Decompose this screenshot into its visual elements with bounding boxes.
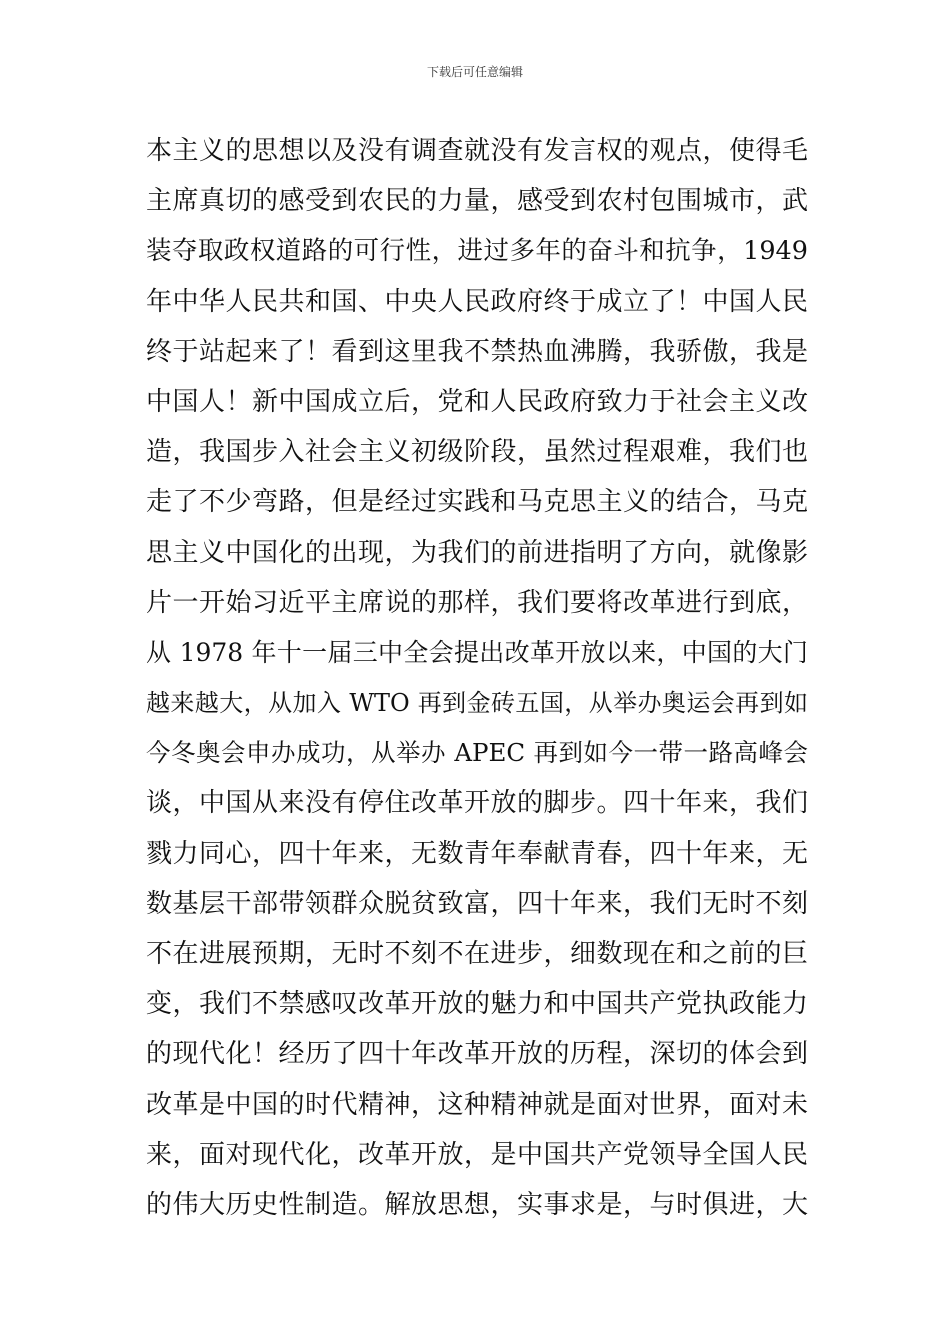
text-line: 今冬奥会申办成功，从举办 APEC 再到如今一带一路高峰会	[146, 738, 808, 768]
text-line: 数基层干部带领群众脱贫致富，四十年来，我们无时不刻	[146, 888, 808, 919]
page-header: 下载后可任意编辑	[426, 65, 523, 79]
text-line: 来，面对现代化，改革开放，是中国共产党领导全国人民	[146, 1139, 808, 1170]
text-line: 终于站起来了！看到这里我不禁热血沸腾，我骄傲，我是	[146, 336, 808, 367]
text-line: 主席真切的感受到农民的力量，感受到农村包围城市，武	[146, 186, 808, 217]
text-line: 从 1978 年十一届三中全会提出改革开放以来，中国的大门	[146, 637, 808, 667]
text-line: 中国人！新中国成立后，党和人民政府致力于社会主义改	[146, 386, 808, 417]
text-line: 走了不少弯路，但是经过实践和马克思主义的结合，马克	[146, 487, 808, 518]
text-line: 的现代化！经历了四十年改革开放的历程，深切的体会到	[146, 1039, 808, 1070]
text-line: 变，我们不禁感叹改革开放的魅力和中国共产党执政能力	[146, 989, 808, 1020]
text-line: 的伟大历史性制造。解放思想，实事求是，与时俱进，大	[146, 1189, 808, 1220]
text-line: 片一开始习近平主席说的那样，我们要将改革进行到底，	[146, 587, 808, 618]
text-line: 越来越大，从加入 WTO 再到金砖五国，从举办奥运会再到如	[146, 689, 808, 718]
text-line: 年中华人民共和国、中央人民政府终于成立了！中国人民	[146, 286, 808, 317]
text-line: 改革是中国的时代精神，这种精神就是面对世界，面对未	[146, 1089, 808, 1120]
text-line: 装夺取政权道路的可行性，进过多年的奋斗和抗争，1949	[146, 236, 808, 267]
document-body	[146, 126, 808, 1230]
text-line: 思主义中国化的出现，为我们的前进指明了方向，就像影	[146, 537, 808, 568]
text-line: 不在进展预期，无时不刻不在进步，细数现在和之前的巨	[146, 939, 808, 969]
text-line: 造，我国步入社会主义初级阶段，虽然过程艰难，我们也	[146, 437, 808, 468]
text-line: 谈，中国从来没有停住改革开放的脚步。四十年来，我们	[146, 788, 808, 819]
text-line: 本主义的思想以及没有调查就没有发言权的观点，使得毛	[146, 136, 808, 166]
text-line: 戮力同心，四十年来，无数青年奉献青春，四十年来，无	[146, 838, 808, 869]
